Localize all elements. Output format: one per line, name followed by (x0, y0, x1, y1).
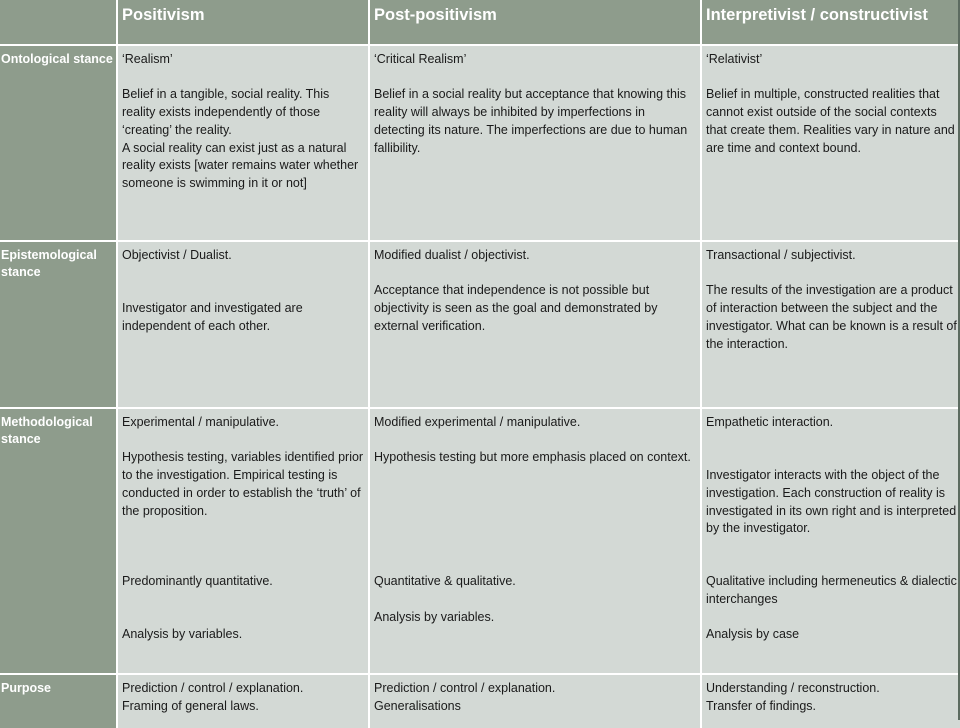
row-label-epistemological: Epistemological stance (0, 242, 116, 407)
header-positivism: Positivism (118, 0, 368, 44)
cell-ontological-positivism: ‘Realism’ Belief in a tangible, social reality. This reality exists independently of those ‘creating’ the reality. A social reality can exist just as a natural reality exists [water remains water whether someone is swimming in it or not] (118, 46, 368, 240)
cell-methodological-positivism: Experimental / manipulative. Hypothesis testing, variables identified prior to the investigation. Empirical testing is conducted in order to establish the ‘truth’ of the proposition. Predominantly quantitative. Analysis by variables. (118, 409, 368, 673)
cell-epistemological-post-positivism: Modified dualist / objectivist. Acceptance that independence is not possible but objectivity is seen as the goal and demonstrated by external verification. (370, 242, 700, 407)
cell-ontological-post-positivism: ‘Critical Realism’ Belief in a social reality but acceptance that knowing this reality will always be inhibited by imperfections in detecting its nature. The imperfections are due to human fallibility. (370, 46, 700, 240)
header-interpretivist: Interpretivist / constructivist (702, 0, 960, 44)
cell-methodological-post-positivism: Modified experimental / manipulative. Hypothesis testing but more emphasis placed on context. Quantitative & qualitative. Analysis by variables. (370, 409, 700, 673)
row-label-purpose: Purpose (0, 675, 116, 728)
header-corner (0, 0, 116, 44)
cell-epistemological-interpretivist: Transactional / subjectivist. The results of the investigation are a product of interaction between the subject and the investigator. What can be known is a result of the interaction. (702, 242, 960, 407)
row-label-methodological: Methodological stance (0, 409, 116, 673)
cell-epistemological-positivism: Objectivist / Dualist. Investigator and investigated are independent of each other. (118, 242, 368, 407)
cell-purpose-post-positivism: Prediction / control / explanation. Generalisations (370, 675, 700, 728)
cell-purpose-interpretivist: Understanding / reconstruction. Transfer of findings. (702, 675, 960, 728)
cell-methodological-interpretivist: Empathetic interaction. Investigator interacts with the object of the investigation. Each construction of reality is investigated in its own right and is interpreted by the investigator. Qualitative including hermeneutics & dialectic interchanges Analysis by case (702, 409, 960, 673)
cell-purpose-positivism: Prediction / control / explanation. Framing of general laws. (118, 675, 368, 728)
row-label-ontological: Ontological stance (0, 46, 116, 240)
cell-ontological-interpretivist: ‘Relativist’ Belief in multiple, constructed realities that cannot exist outside of the social contexts that create them. Realities vary in nature and are time and context bound. (702, 46, 960, 240)
header-post-positivism: Post-positivism (370, 0, 700, 44)
